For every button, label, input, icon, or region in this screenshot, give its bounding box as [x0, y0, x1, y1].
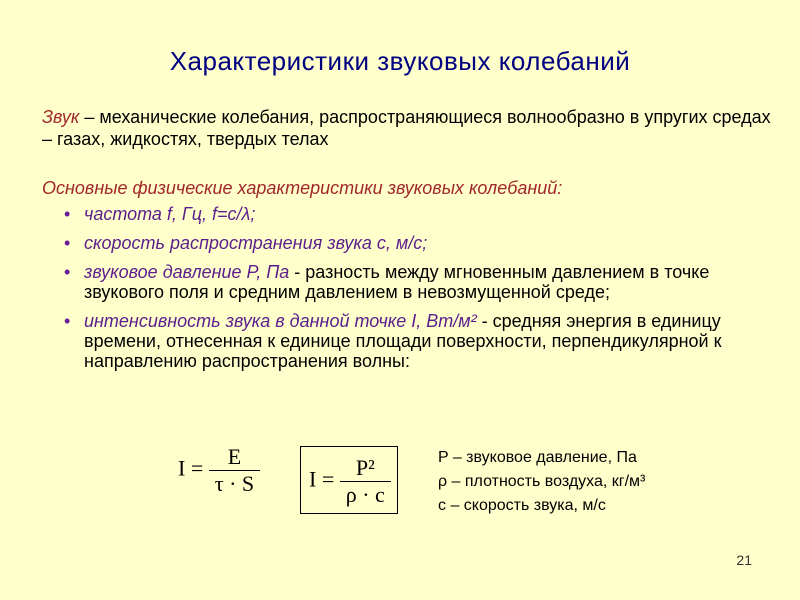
bullet-term: звуковое давление P, Па — [84, 262, 290, 282]
formula-lhs: I = — [178, 455, 204, 481]
characteristics-list — [64, 204, 744, 380]
formula-numerator: E — [209, 444, 260, 471]
bullet-icon: • — [64, 311, 71, 331]
bullet-term: интенсивность звука в данной точке I, Вт/м² — [84, 311, 477, 331]
slide-title: Характеристики звуковых колебаний — [169, 46, 631, 76]
intensity-pressure-formula-box — [300, 446, 398, 514]
bullet-icon: • — [64, 262, 71, 282]
formula-denominator: τ · S — [214, 471, 255, 496]
bullet-term: частота f, Гц, f=c/λ; — [84, 204, 256, 224]
list-item — [64, 233, 744, 253]
characteristics-heading: Основные физические характеристики звуковых колебаний: — [42, 178, 563, 198]
formula-fraction — [209, 444, 260, 497]
bullet-icon: • — [64, 233, 71, 253]
definition-text: – механические колебания, распространяющиеся волнообразно в упругих средах – газах, жидкостях, твердых телах — [42, 107, 771, 149]
bullet-icon: • — [64, 204, 71, 224]
sound-definition — [42, 106, 782, 150]
formula-fraction — [340, 455, 391, 508]
bullet-term: скорость распространения звука c, м/с; — [84, 233, 428, 253]
legend-item: P – звуковое давление, Па — [438, 449, 637, 466]
legend-item: ρ – плотность воздуха, кг/м³ — [438, 473, 646, 490]
formula-legend — [438, 446, 645, 518]
intensity-energy-formula — [178, 444, 260, 497]
list-item — [64, 204, 744, 224]
list-item — [64, 311, 744, 371]
bullet-text: - средняя энергия в единицу времени, отнесенная к единице площади поверхности, перпендикулярной к направлению распространения волны: — [84, 311, 722, 371]
list-item — [64, 262, 744, 302]
formula-lhs: I = — [309, 466, 335, 492]
bullet-text: - разность между мгновенным давлением в точке звукового поля и средним давлением в невозмущенной среде; — [84, 262, 710, 302]
definition-term: Звук — [42, 107, 80, 127]
page-number: 21 — [736, 552, 752, 568]
formula-numerator: P² — [340, 455, 391, 482]
formula-denominator: ρ · c — [345, 482, 385, 507]
legend-item: c – скорость звука, м/с — [438, 497, 606, 514]
